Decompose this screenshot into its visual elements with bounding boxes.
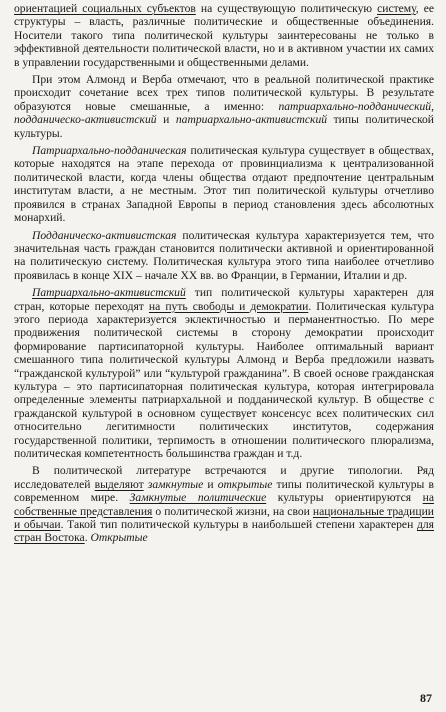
text-run: типы политической культуры в современном мире. <box>14 477 434 505</box>
text-run: В политической литературе встречаются и другие типологии. Ряд исследователей <box>14 464 434 491</box>
text-run: патриархально-активистский <box>175 113 328 127</box>
text-run: и <box>203 477 218 491</box>
text-run: Замкнутые политические <box>129 491 267 505</box>
text-run: выделяют <box>94 477 144 491</box>
text-run: Открытые <box>90 531 148 545</box>
text-run: систему <box>377 2 416 15</box>
text-run: замкнутые <box>147 477 204 491</box>
text-run: . <box>84 531 91 545</box>
paragraph-4 <box>14 286 434 460</box>
text-run: типы политической культуры. <box>14 113 434 140</box>
text-run: Патриархально-подданическая <box>32 144 187 158</box>
text-run: . Такой тип политической культуры в наибольшей степени характерен <box>60 518 417 532</box>
text-run: Подданическо-активистская <box>32 228 177 242</box>
text-run: о политической жизни, на свои <box>152 504 313 518</box>
text-run: . Политическая культура этого периода характеризуется эклектичностью и перманентностью. По мере продвижения политической системы в сторону демократии происходит формирование партисипаторной культуры. Наиболее оптимальный вариант смешанного типа политической культуры Алмонд и Верба предложили назвать “гражданской культурой” или “культурой гражданина”. В своей основе гражданская культура – это партисипаторная политическая культура, которая интегрировала определенные элементы патриархальной и подданической культур. В обществе с гражданской культурой в основном существует консенсус всех политических сил относительно легитимности политических институтов, содержания государственной политики, терпимость в отношении политического плюрализма, политическая компетентность большинства граждан и т.д. <box>14 299 434 460</box>
text-run: для стран Востока <box>14 518 434 545</box>
text-run: тип политической культуры характерен для стран, которые переходят <box>14 286 434 313</box>
text-run: , ее структуры – власть, различные политические и общественные объединения. Носители такого типа политической культуры заинтересованы не только в эффективной деятельности политической власти, но и в активном участии их самих в управлении государственными и общественными делами. <box>14 2 435 69</box>
text-run: и <box>156 113 176 127</box>
paragraph-2 <box>14 144 434 224</box>
text-run: на собственные представления <box>14 491 435 518</box>
text-run: на путь свободы и демократии <box>148 299 309 313</box>
text-run: на существующую политическую <box>195 2 378 15</box>
text-run: Патриархально-активистский <box>32 286 186 300</box>
text-run: патриархально-подданический <box>278 99 432 113</box>
text-run: ориентацией социальных субъектов <box>14 2 196 15</box>
text-run: открытые <box>217 477 273 491</box>
paragraph-5 <box>14 464 434 544</box>
page-number: 87 <box>420 691 432 705</box>
text-run: При этом Алмонд и Верба отмечают, что в реальной политической практике происходит сочетание всех трех типов политической культуры. В результате образуются новые смешанные, а именно: <box>14 73 434 113</box>
text-run: политическая культура существует в обществах, которые находятся на этапе перехода от провинциализма к централизованной политической власти, когда члены общества отдают предпочтение центральным институтам власти, а не местным. Этот тип политической культуры отчетливо проявился в странах Западной Европы в период становления здесь абсолютных монархий. <box>14 144 434 225</box>
paragraph-0 <box>14 2 434 69</box>
text-run: политическая культура характеризуется тем, что значительная часть граждан становится политически активной и ориентированной на политическую систему. Политическая культура этого типа наиболее отчетливо проявилась в конце XIX – начале XX вв. во Франции, в Германии, Италии и др. <box>14 228 434 282</box>
document-page <box>14 2 434 545</box>
paragraph-1 <box>14 73 434 140</box>
text-run: , <box>431 99 434 113</box>
text-run: подданическо-активистский <box>14 113 157 127</box>
paragraph-3 <box>14 229 434 283</box>
text-run: культуры ориентируются <box>266 491 423 505</box>
text-run: национальные традиции и обычаи <box>14 504 434 532</box>
